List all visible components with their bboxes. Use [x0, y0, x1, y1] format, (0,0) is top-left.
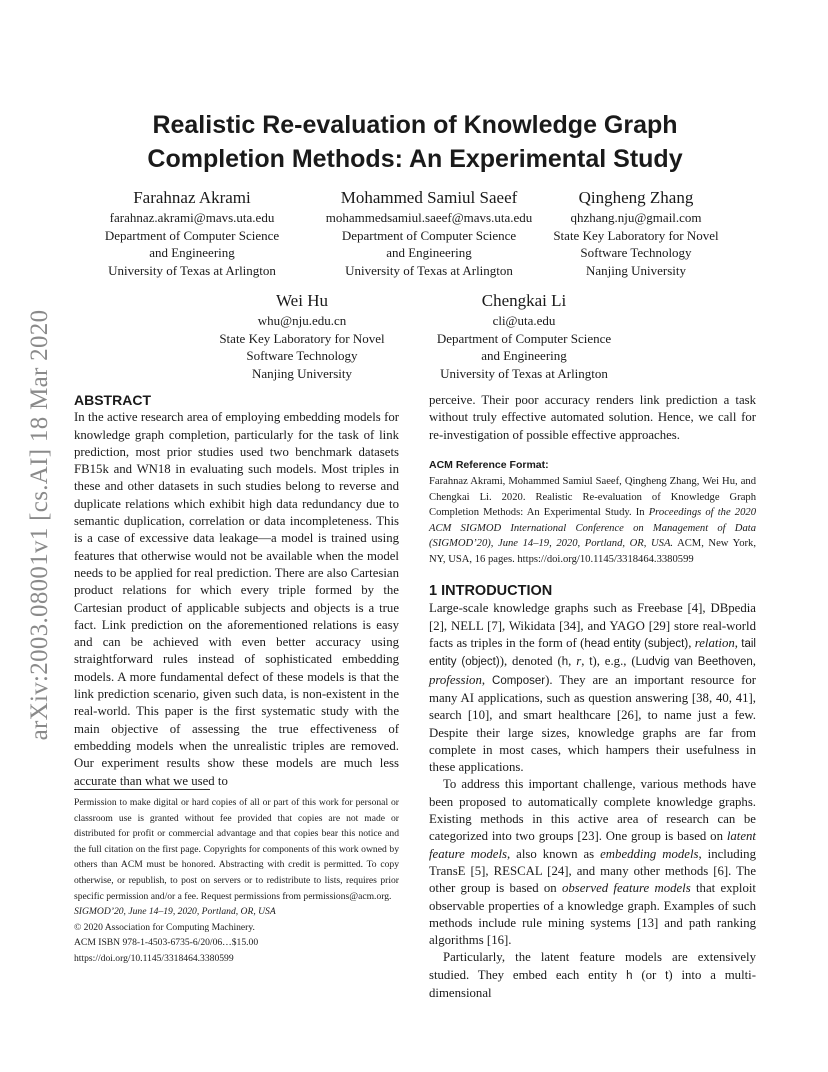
term-relation: relation — [694, 636, 735, 651]
author-name: Farahnaz Akrami — [133, 188, 251, 207]
text-run: , — [752, 654, 756, 669]
example-object: Composer — [492, 674, 546, 687]
author-block — [202, 290, 402, 382]
author-affiliation: Nanjing University — [585, 262, 686, 278]
title-line: Realistic Re-evaluation of Knowledge Graph — [152, 111, 678, 139]
author-name: Wei Hu — [276, 291, 328, 310]
acm-reference-heading: ACM Reference Format: — [429, 458, 549, 471]
author-block — [536, 187, 736, 279]
title-line: Completion Methods: An Experimental Study — [147, 145, 683, 173]
text-run: , — [581, 654, 590, 669]
text-run: that exploit observable properties of a knowledge graph. Examples of such methods include rule mining systems [13] and path ranking algorithms [16]. — [429, 881, 756, 948]
right-column — [429, 392, 756, 1002]
author-affiliation: Department of Computer Science — [436, 330, 612, 346]
author-email: cli@uta.edu — [492, 313, 556, 328]
text-run: ), e.g., ( — [592, 654, 636, 669]
footnote-rule — [74, 789, 210, 790]
term-t: t — [665, 969, 669, 982]
term-embedding-models: embedding models — [600, 846, 699, 861]
conference-venue: SIGMOD’20, June 14–19, 2020, Portland, OR, USA — [74, 906, 276, 918]
copyright-footnote — [74, 795, 399, 967]
text-run: ). They are an important resource for many AI applications, such as question answering [38, 40, 41], search [10], and smart healthcare [26], to name just a few. Despite their large sizes, knowledge graphs are far from complete in most cases, which hampers their usefulness in these applications. — [429, 672, 757, 775]
author-affiliation: Software Technology — [246, 348, 358, 363]
example-entity: Ludvig van Beethoven — [635, 656, 753, 669]
term-latent-feature-models: latent feature models — [429, 829, 756, 861]
introduction-heading: 1 INTRODUCTION — [429, 583, 553, 600]
isbn-line: ACM ISBN 978-1-4503-6735-6/20/06…$15.00 — [74, 937, 259, 949]
author-affiliation: University of Texas at Arlington — [440, 365, 608, 381]
abstract-continuation: perceive. Their poor accuracy renders link prediction a task without truly effective automated solution. Hence, we call for re-investigation of possible effective approaches. — [429, 393, 756, 442]
author-block — [306, 187, 552, 279]
doi-line: https://doi.org/10.1145/3318464.3380599 — [74, 952, 234, 964]
text-run: Particularly, the latent feature models are extensively studied. They embed each entity — [429, 950, 756, 982]
author-email: whu@nju.edu.cn — [257, 313, 347, 328]
intro-paragraph — [429, 776, 756, 949]
term-head-entity: head entity (subject) — [584, 638, 689, 651]
author-affiliation: Nanjing University — [251, 365, 352, 381]
text-run: , — [481, 672, 493, 687]
author-affiliation: and Engineering — [386, 245, 472, 260]
abstract-section — [74, 392, 399, 790]
abstract-text: In the active research area of employing embedding models for knowledge graph completion, particularly for the task of link prediction, most prior studies used two benchmark datasets FB15k and WN18 in evaluating such models. Most triples in these and other datasets in such studies belong to reverse and duplicate relations which exhibit high data redundancy due to semantic duplication, correlation or data incompleteness. This is a case of excessive data leakage—a model is trained using features that otherwise would not be available when the model needs to be applied for real prediction. There are also Cartesian product relations for which every triple formed by the Cartesian product of applicable subjects and objects is a true fact. Link prediction on the aforementioned relations is easy and can be achieved with even better accuracy using straightforward rules instead of sophisticated embedding models. A more fundamental defect of these models is that the link prediction scenario, given such data, is non-existent in the real-world. This paper is the first systematic study with the main objective of assessing the true effectiveness of embedding models when the unrealistic triples are removed. Our experiment results show these models are much less accurate than what we used to — [74, 410, 399, 788]
text-run: , — [568, 654, 577, 669]
author-affiliation: University of Texas at Arlington — [345, 262, 513, 278]
permission-notice: Permission to make digital or hard copies of all or part of this work for personal or classroom use is granted without fee provided that copies are not made or distributed for profit or commercial advantage and that copies bear this notice and the full citation on the first page. Copyrights for components of this work owned by others than ACM must be honored. Abstracting with credit is permitted. To copy otherwise, or republish, to post on servers or to redistribute to lists, requires prior specific permission and/or a fee. Request permissions from permissions@acm.org. — [74, 797, 399, 902]
text-run: ), denoted ( — [499, 654, 562, 669]
term-h: h — [561, 656, 569, 669]
example-relation: profession — [429, 672, 482, 687]
intro-paragraph — [429, 600, 756, 776]
acm-reference-proceedings: Proceedings of the 2020 ACM SIGMOD International Conference on Management of Data (SIGMOD’20), June 14–19, 2020, Portland, OR, USA. — [429, 507, 756, 550]
author-email: qhzhang.nju@gmail.com — [570, 210, 702, 225]
author-name: Chengkai Li — [481, 291, 567, 310]
author-affiliation: and Engineering — [149, 245, 235, 260]
author-affiliation: State Key Laboratory for Novel — [553, 227, 719, 243]
text-run: , — [734, 636, 742, 651]
intro-paragraph — [429, 949, 756, 1002]
text-run: Large-scale knowledge graphs such as Freebase [4], DBpedia [2], NELL [7], Wikidata [34], and YAGO [29] store real-world facts as triples in the form of ( — [429, 601, 756, 651]
term-r: r — [576, 654, 582, 669]
author-name: Mohammed Samiul Saeef — [340, 188, 518, 207]
author-email: mohammedsamiul.saeef@mavs.uta.edu — [325, 210, 533, 225]
acm-reference-plain: Farahnaz Akrami, Mohammed Samiul Saeef, Qingheng Zhang, Wei Hu, and Chengkai Li. 2020. Realistic Re-evaluation of Knowledge Graph Completion Methods: An Experimental Study. In — [429, 476, 756, 519]
author-affiliation: University of Texas at Arlington — [108, 262, 276, 278]
acm-reference — [429, 457, 756, 567]
author-name: Qingheng Zhang — [578, 188, 694, 207]
author-affiliation: Software Technology — [580, 245, 692, 260]
text-run: , also known as — [506, 846, 601, 861]
term-t: t — [589, 656, 593, 669]
arxiv-identifier — [20, 290, 60, 760]
text-run: , including TransE [5], RESCAL [24], and many other methods [6]. The other group is based on — [429, 846, 756, 896]
author-block — [418, 290, 630, 382]
author-block — [86, 187, 298, 279]
author-affiliation: Department of Computer Science — [104, 227, 280, 243]
term-h: h — [626, 969, 633, 982]
arxiv-identifier-text: arXiv:2003.08001v1 [cs.AI] 18 Mar 2020 — [26, 309, 53, 741]
acm-reference-text — [429, 474, 756, 567]
author-email: farahnaz.akrami@mavs.uta.edu — [109, 210, 275, 225]
text-run: , — [688, 636, 695, 651]
abstract-heading: ABSTRACT — [74, 392, 151, 408]
acm-reference-tail: ACM, New York, NY, USA, 16 pages. https://doi.org/10.1145/3318464.3380599 — [429, 538, 756, 565]
term-tail-entity: tail entity (object) — [429, 638, 756, 669]
text-run: To address this important challenge, various methods have been proposed to automatically complete knowledge graphs. Existing methods in this active area of research can be categorized into two groups [23]. One group is based on — [429, 777, 756, 844]
author-affiliation: State Key Laboratory for Novel — [219, 330, 385, 346]
paper-title — [60, 108, 770, 176]
text-run: (or — [632, 967, 666, 982]
copyright-line: © 2020 Association for Computing Machinery. — [74, 921, 255, 933]
text-run: ) into a multi-dimensional — [429, 967, 756, 1001]
author-affiliation: Department of Computer Science — [341, 227, 517, 243]
term-observed-feature-models: observed feature models — [561, 881, 691, 896]
author-affiliation: and Engineering — [481, 348, 567, 363]
